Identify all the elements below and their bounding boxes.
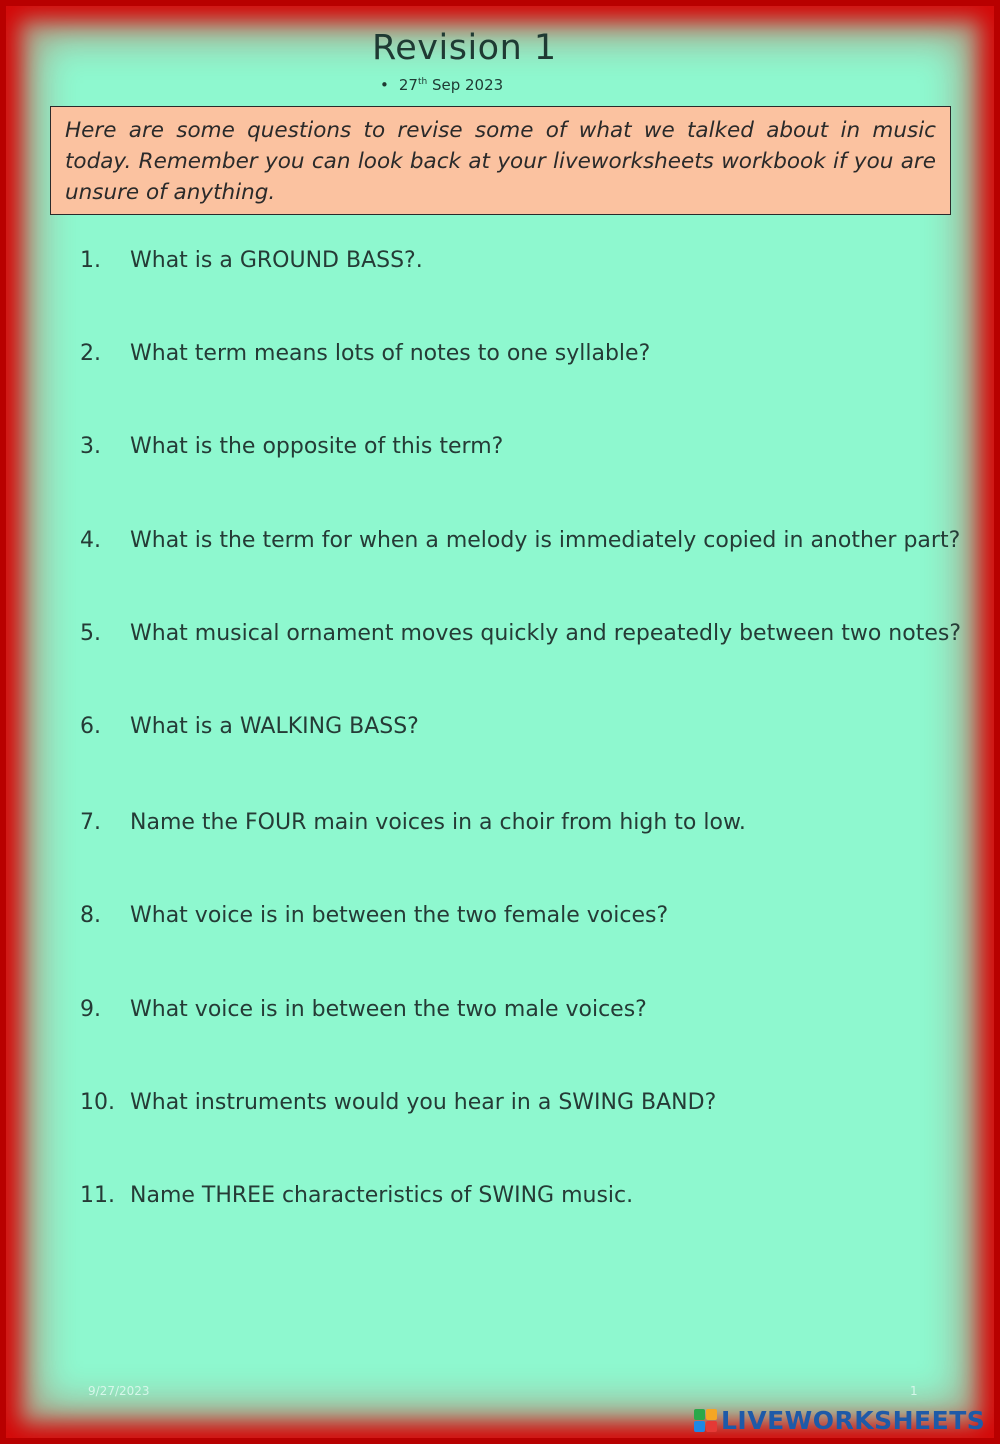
question-text: What instruments would you hear in a SWING BAND? <box>130 1090 717 1115</box>
question-number: 7. <box>80 810 101 835</box>
footer-date: 9/27/2023 <box>88 1384 150 1398</box>
question-item-9 <box>80 997 647 1022</box>
question-number: 6. <box>80 714 101 739</box>
question-text: What term means lots of notes to one syllable? <box>130 341 651 366</box>
logo-tile-v <box>694 1421 705 1432</box>
question-item-11 <box>80 1183 633 1208</box>
question-item-5 <box>80 621 961 646</box>
liveworksheets-watermark <box>694 1402 985 1438</box>
brand-name: LIVEWORKSHEETS <box>721 1405 986 1435</box>
liveworksheets-logo-icon <box>694 1409 717 1432</box>
question-text: What is a GROUND BASS?. <box>130 248 423 273</box>
question-item-1 <box>80 248 423 273</box>
question-item-2 <box>80 341 650 366</box>
page-title: Revision 1 <box>372 28 557 68</box>
question-number: 4. <box>80 528 101 553</box>
logo-tile-l <box>694 1409 705 1420</box>
question-text: Name the FOUR main voices in a choir from high to low. <box>130 810 746 835</box>
question-text: What is the opposite of this term? <box>130 434 504 459</box>
logo-tile-e <box>706 1421 717 1432</box>
question-text: What musical ornament moves quickly and repeatedly between two notes? <box>130 621 961 646</box>
date-suffix: th <box>417 77 428 87</box>
question-item-4 <box>80 528 960 553</box>
question-number: 10. <box>80 1090 115 1115</box>
question-text: What voice is in between the two female voices? <box>130 903 669 928</box>
question-text: What is the term for when a melody is immediately copied in another part? <box>130 528 961 553</box>
question-number: 2. <box>80 341 101 366</box>
date-day: 27 <box>398 76 418 94</box>
question-item-8 <box>80 903 668 928</box>
date-month-year: Sep 2023 <box>427 76 504 94</box>
question-number: 3. <box>80 434 101 459</box>
question-number: 1. <box>80 248 101 273</box>
footer-page-number: 1 <box>910 1384 918 1398</box>
question-item-7 <box>80 810 746 835</box>
question-text: Name THREE characteristics of SWING music. <box>130 1183 634 1208</box>
logo-tile-i <box>706 1409 717 1420</box>
question-number: 8. <box>80 903 101 928</box>
question-number: 9. <box>80 997 101 1022</box>
question-text: What is a WALKING BASS? <box>130 714 419 739</box>
question-text: What voice is in between the two male voices? <box>130 997 647 1022</box>
question-item-3 <box>80 434 503 459</box>
question-item-6 <box>80 714 419 739</box>
question-number: 11. <box>80 1183 115 1208</box>
question-number: 5. <box>80 621 101 646</box>
question-item-10 <box>80 1090 716 1115</box>
bullet-marker: • <box>380 76 389 94</box>
intro-box: Here are some questions to revise some of what we talked about in music today. Remember you can look back at your liveworksheets workbook if you are unsure of anything. <box>50 106 951 215</box>
date-bullet-line <box>380 76 503 94</box>
